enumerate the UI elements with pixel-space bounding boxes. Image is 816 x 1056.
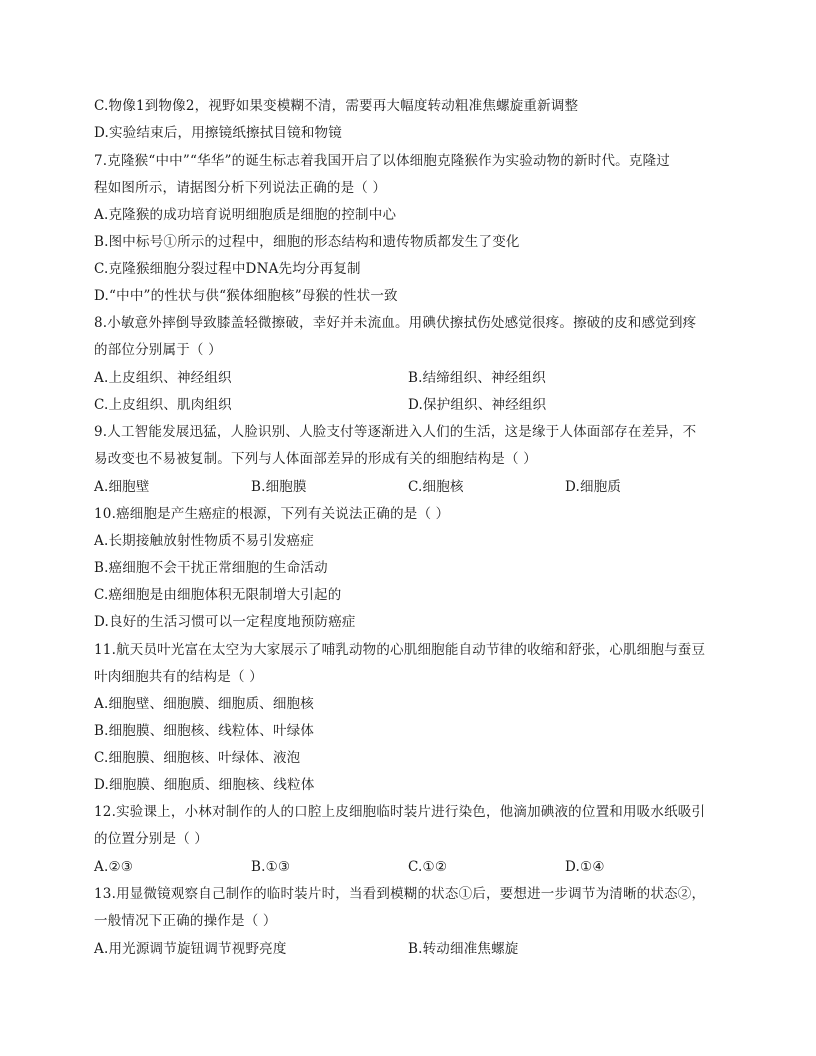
option-6c: C.物像1到物像2，视野如果变模糊不清，需要再大幅度转动粗准焦螺旋重新调整 [94,98,579,114]
question-7-line-2: 程如图所示，请据图分析下列说法正确的是（ ） [94,180,387,196]
option-7d: D.“中中”的性状与供“猴体细胞核”母猴的性状一致 [94,288,398,304]
option-10c: C.癌细胞是由细胞体积无限制增大引起的 [94,587,342,603]
option-9b: B.细胞膜 [251,479,307,495]
option-6d: D.实验结束后，用擦镜纸擦拭目镜和物镜 [94,125,342,141]
option-8c: C.上皮组织、肌肉组织 [94,397,232,413]
option-13a: A.用光源调节旋钮调节视野亮度 [94,941,287,957]
question-9-line-2: 易改变也不易被复制。下列与人体面部差异的形成有关的细胞结构是（ ） [94,451,537,467]
option-12c: C.①② [408,859,448,875]
option-12b: B.①③ [251,859,291,875]
option-9c: C.细胞核 [408,479,464,495]
option-7a: A.克隆猴的成功培育说明细胞质是细胞的控制中心 [94,207,397,223]
option-9a: A.细胞壁 [94,479,150,495]
option-11d: D.细胞膜、细胞质、细胞核、线粒体 [94,777,315,793]
option-13b: B.转动细准焦螺旋 [408,941,519,957]
question-8-line-2: 的部位分别属于（ ） [94,342,222,358]
option-11b: B.细胞膜、细胞核、线粒体、叶绿体 [94,723,315,739]
question-7-line-1: 7.克隆猴“中中”“华华”的诞生标志着我国开启了以体细胞克隆猴作为实验动物的新时代。克隆过 [94,153,670,169]
option-10a: A.长期接触放射性物质不易引发癌症 [94,533,314,549]
option-8b: B.结缔组织、神经组织 [408,370,546,386]
option-7c: C.克隆猴细胞分裂过程中DNA先均分再复制 [94,261,361,277]
question-10: 10.癌细胞是产生癌症的根源，下列有关说法正确的是（ ） [94,506,450,522]
option-8d: D.保护组织、神经组织 [408,397,547,413]
question-8-line-1: 8.小敏意外摔倒导致膝盖轻微擦破，幸好并未流血。用碘伏擦拭伤处感觉很疼。擦破的皮和感觉到疼 [94,315,697,331]
question-11-line-1: 11.航天员叶光富在太空为大家展示了哺乳动物的心肌细胞能自动节律的收缩和舒张，心肌细胞与蚕豆 [94,642,706,658]
question-13-line-2: 一般情况下正确的操作是（ ） [94,913,277,929]
option-8a: A.上皮组织、神经组织 [94,370,232,386]
option-12a: A.②③ [94,859,134,875]
question-12-line-1: 12.实验课上，小林对制作的人的口腔上皮细胞临时装片进行染色，他滴加碘液的位置和用吸水纸吸引 [94,804,706,820]
option-9d: D.细胞质 [565,479,622,495]
option-12d: D.①④ [565,859,605,875]
option-11a: A.细胞壁、细胞膜、细胞质、细胞核 [94,696,314,712]
option-10b: B.癌细胞不会干扰正常细胞的生命活动 [94,560,328,576]
option-10d: D.良好的生活习惯可以一定程度地预防癌症 [94,614,356,630]
option-7b: B.图中标号①所示的过程中，细胞的形态结构和遗传物质都发生了变化 [94,234,520,250]
question-13-line-1: 13.用显微镜观察自己制作的临时装片时，当看到模糊的状态①后，要想进一步调节为清晰的状态②， [94,886,706,902]
question-12-line-2: 的位置分别是（ ） [94,831,209,847]
question-11-line-2: 叶肉细胞共有的结构是（ ） [94,669,263,685]
option-11c: C.细胞膜、细胞核、叶绿体、液泡 [94,750,301,766]
question-9-line-1: 9.人工智能发展迅猛，人脸识别、人脸支付等逐渐进入人们的生活，这是缘于人体面部存在差异，不 [94,424,697,440]
